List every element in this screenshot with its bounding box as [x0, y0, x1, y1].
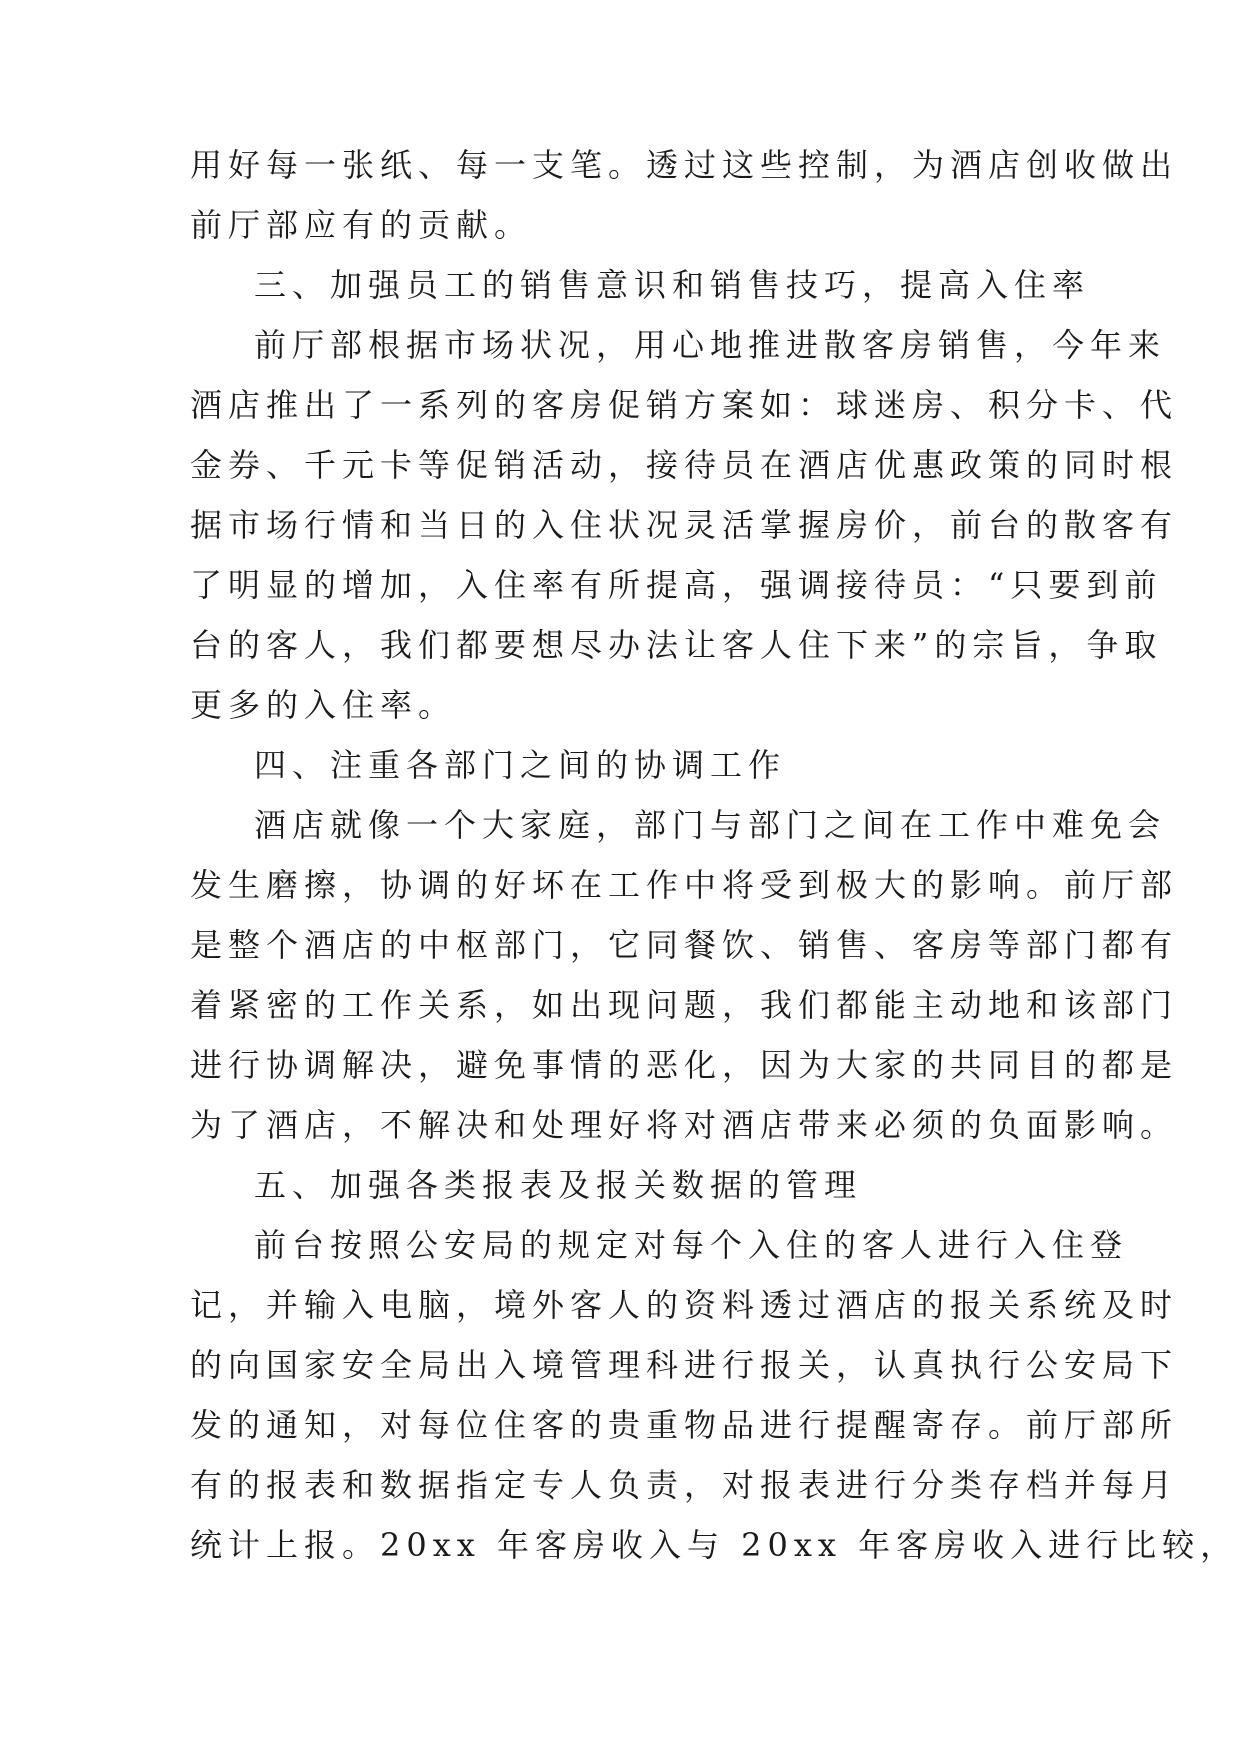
paragraph-line: 的向国家安全局出入境管理科进行报关，认真执行公安局下	[190, 1346, 1179, 1384]
paragraph-line: 前台按照公安局的规定对每个入住的客人进行入住登	[254, 1226, 1129, 1264]
paragraph-line: 为了酒店，不解决和处理好将对酒店带来必须的负面影响。	[190, 1106, 1179, 1144]
paragraph-line: 前厅部根据市场状况，用心地推进散客房销售，今年来	[254, 326, 1167, 364]
paragraph-line: 是整个酒店的中枢部门，它同餐饮、销售、客房等部门都有	[190, 926, 1179, 964]
paragraph-line: 统计上报。20xx 年客房收入与 20xx 年客房收入进行比较，	[190, 1526, 1239, 1564]
paragraph-line: 金券、千元卡等促销活动，接待员在酒店优惠政策的同时根	[190, 446, 1179, 484]
paragraph-line: 进行协调解决，避免事情的恶化，因为大家的共同目的都是	[190, 1046, 1179, 1084]
section-heading: 五、加强各类报表及报关数据的管理	[254, 1166, 863, 1204]
paragraph-line: 发的通知，对每位住客的贵重物品进行提醒寄存。前厅部所	[190, 1406, 1179, 1444]
paragraph-line: 有的报表和数据指定专人负责，对报表进行分类存档并每月	[190, 1466, 1179, 1504]
paragraph-line: 前厅部应有的贡献。	[190, 206, 533, 244]
paragraph-line: 着紧密的工作关系，如出现问题，我们都能主动地和该部门	[190, 986, 1179, 1024]
paragraph-line: 记，并输入电脑，境外客人的资料透过酒店的报关系统及时	[190, 1286, 1179, 1324]
paragraph-line: 据市场行情和当日的入住状况灵活掌握房价，前台的散客有	[190, 506, 1179, 544]
paragraph-line: 用好每一张纸、每一支笔。透过这些控制，为酒店创收做出	[190, 146, 1179, 184]
paragraph-line: 酒店就像一个大家庭，部门与部门之间在工作中难免会	[254, 806, 1167, 844]
paragraph-line: 酒店推出了一系列的客房促销方案如：球迷房、积分卡、代	[190, 386, 1179, 424]
paragraph-line: 了明显的增加，入住率有所提高，强调接待员：“只要到前	[190, 566, 1163, 604]
section-heading: 四、注重各部门之间的协调工作	[254, 746, 787, 784]
section-heading: 三、加强员工的销售意识和销售技巧，提高入住率	[254, 266, 1091, 304]
paragraph-line: 台的客人，我们都要想尽办法让客人住下来”的宗旨，争取	[190, 626, 1163, 664]
paragraph-line: 发生磨擦，协调的好坏在工作中将受到极大的影响。前厅部	[190, 866, 1179, 904]
paragraph-line: 更多的入住率。	[190, 686, 457, 724]
